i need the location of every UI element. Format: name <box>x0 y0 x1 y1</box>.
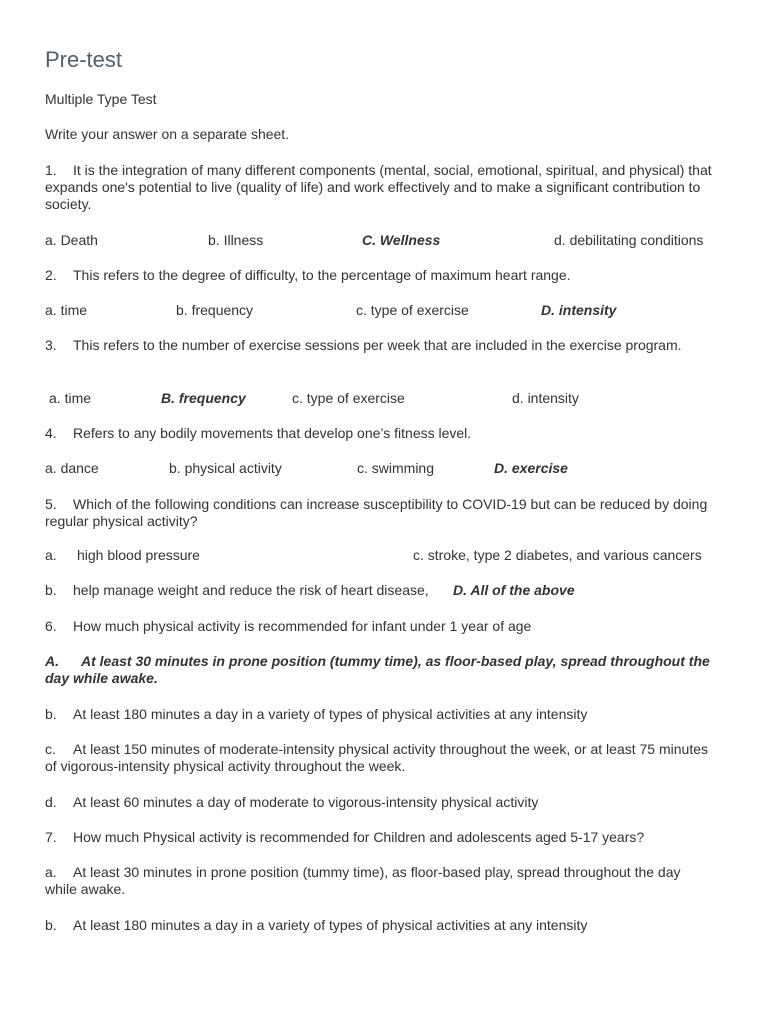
q7-option-a-letter: a. <box>45 864 57 880</box>
question-3-text: This refers to the number of exercise sessions per week that are included in the exercise program. <box>73 337 682 353</box>
question-2-text: This refers to the degree of difficulty, to the percentage of maximum heart range. <box>73 267 571 283</box>
q6-option-a-answer <box>45 653 715 687</box>
q5-option-b-text: help manage weight and reduce the risk of heart disease, <box>73 582 429 598</box>
test-subtitle: Multiple Type Test <box>45 91 157 107</box>
q5-option-c: c. stroke, type 2 diabetes, and various cancers <box>413 547 702 563</box>
q6-option-d <box>45 794 715 811</box>
page-title: Pre-test <box>45 47 123 72</box>
q6-option-d-text: At least 60 minutes a day of moderate to vigorous-intensity physical activity <box>73 794 539 810</box>
q4-option-d-answer: D. exercise <box>494 460 568 476</box>
q5-option-a-text: high blood pressure <box>77 547 200 563</box>
q6-option-c <box>45 741 715 775</box>
q3-option-d: d. intensity <box>512 390 579 406</box>
q7-option-b-letter: b. <box>45 917 57 933</box>
instruction-text: Write your answer on a separate sheet. <box>45 126 290 142</box>
question-4-number: 4. <box>45 425 57 441</box>
q7-option-a-text: At least 30 minutes in prone position (tummy time), as floor-based play, spread throughout the day while awake. <box>45 864 681 897</box>
q7-option-a <box>45 864 715 898</box>
q4-option-b: b. physical activity <box>169 460 282 476</box>
q5-option-a <box>45 547 200 564</box>
q7-option-b <box>45 917 715 934</box>
q2-option-c: c. type of exercise <box>356 302 469 318</box>
q4-option-a: a. dance <box>45 460 99 476</box>
q1-option-d: d. debilitating conditions <box>554 232 704 248</box>
q1-option-c-answer: C. Wellness <box>362 232 441 248</box>
q6-option-c-text: At least 150 minutes of moderate-intensity physical activity throughout the week, or at least 75 minutes of vigorous-intensity physical activity throughout the week. <box>45 741 708 774</box>
question-6-number: 6. <box>45 618 57 634</box>
question-7-number: 7. <box>45 829 57 845</box>
q5-option-b <box>45 582 429 599</box>
q6-option-b <box>45 706 715 723</box>
question-2-number: 2. <box>45 267 57 283</box>
q6-option-b-text: At least 180 minutes a day in a variety of types of physical activities at any intensity <box>73 706 588 722</box>
q6-option-d-letter: d. <box>45 794 57 810</box>
question-4-text: Refers to any bodily movements that develop one’s fitness level. <box>73 425 472 441</box>
question-5 <box>45 496 715 530</box>
question-4 <box>45 425 715 442</box>
question-6 <box>45 618 715 635</box>
question-2 <box>45 267 715 284</box>
q1-option-a: a. Death <box>45 232 98 248</box>
q6-option-b-letter: b. <box>45 706 57 722</box>
q2-option-d-answer: D. intensity <box>541 302 617 318</box>
q5-option-d-answer: D. All of the above <box>453 582 575 598</box>
question-1-number: 1. <box>45 162 57 178</box>
q4-option-c: c. swimming <box>357 460 435 476</box>
q5-option-a-letter: a. <box>45 547 57 563</box>
q7-option-b-text: At least 180 minutes a day in a variety of types of physical activities at any intensity <box>73 917 588 933</box>
question-1-text: It is the integration of many different components (mental, social, emotional, spiritual, and physical) that expands one's potential to live (quality of life) and work effectively and to make a significant contribution to society. <box>45 162 712 212</box>
q5-option-b-letter: b. <box>45 582 57 598</box>
question-1 <box>45 162 715 213</box>
q6-option-c-letter: c. <box>45 741 56 757</box>
q1-option-b: b. Illness <box>208 232 264 248</box>
q6-option-a-text: At least 30 minutes in prone position (tummy time), as floor-based play, spread throughout the day while awake. <box>45 653 710 686</box>
question-5-number: 5. <box>45 496 57 512</box>
question-3-number: 3. <box>45 337 57 353</box>
question-5-text: Which of the following conditions can increase susceptibility to COVID-19 but can be reduced by doing regular physical activity? <box>45 496 708 529</box>
question-7-text: How much Physical activity is recommended for Children and adolescents aged 5-17 years? <box>73 829 645 845</box>
q2-option-a: a. time <box>45 302 88 318</box>
q3-option-c: c. type of exercise <box>292 390 405 406</box>
question-3 <box>45 337 715 354</box>
q6-option-a-letter: A. <box>45 653 59 669</box>
q3-option-b-answer: B. frequency <box>161 390 246 406</box>
q3-option-a: a. time <box>49 390 92 406</box>
q2-option-b: b. frequency <box>176 302 254 318</box>
question-7 <box>45 829 715 846</box>
question-6-text: How much physical activity is recommended for infant under 1 year of age <box>73 618 532 634</box>
